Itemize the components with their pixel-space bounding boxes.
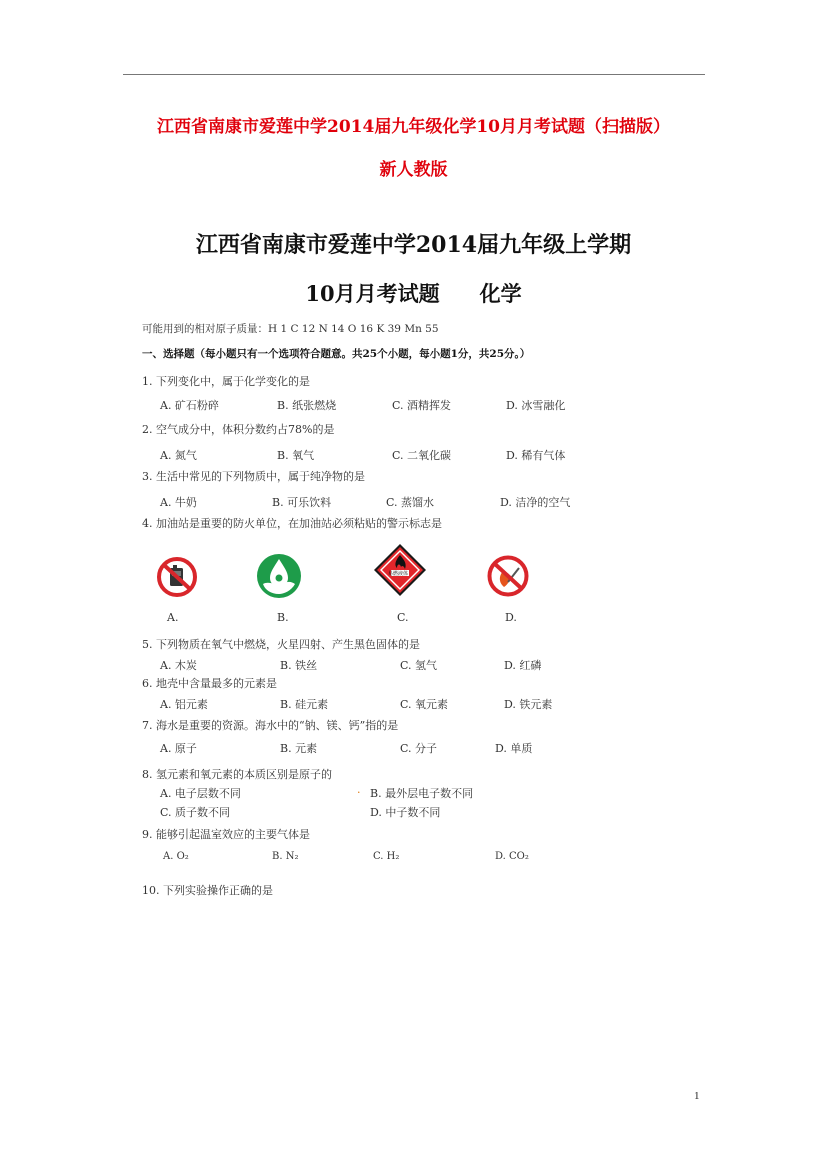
option: C. 二氧化碳 [392,449,452,462]
question-stem: 1. 下列变化中，属于化学变化的是 [142,375,310,388]
sign-label-c: C. [397,611,409,624]
sign-label-b: B. [277,611,289,624]
option: D. 铁元素 [504,698,553,711]
atomic-masses: 可能用到的相对原子质量：H 1 C 12 N 14 O 16 K 39 Mn 55 [142,323,439,335]
option: D. 洁净的空气 [500,496,571,509]
option: A. 原子 [160,742,197,755]
section-heading: 一、选择题（每小题只有一个选项符合题意。共25个小题，每小题1分，共25分。） [142,348,531,360]
exam-title-month: 10月月考试题 [305,281,440,306]
option: A. 电子层数不同 [160,787,241,800]
question-stem: 8. 氢元素和氧元素的本质区别是原子的 [142,768,332,781]
option: C. 氢气 [400,659,438,672]
question-stem: 7. 海水是重要的资源。海水中的“钠、镁、钙”指的是 [142,719,399,732]
option: D. 稀有气体 [506,449,566,462]
option: B. 氧气 [277,449,315,462]
option: A. 氮气 [160,449,197,462]
option: A. 矿石粉碎 [160,399,219,412]
option: B. 纸张燃烧 [277,399,337,412]
flammable-label: 易燃液体 [388,571,409,577]
water-saving-icon [254,551,304,601]
sign-label-d: D. [505,611,517,624]
question-stem: 3. 生活中常见的下列物质中，属于纯净物的是 [142,470,365,483]
no-oil-drum-icon [156,556,198,598]
question-stem: 6. 地壳中含量最多的元素是 [142,677,277,690]
option: D. 红磷 [504,659,542,672]
document-title-line2: 新人教版 [379,160,448,180]
option: A. 牛奶 [160,496,197,509]
page-number: 1 [694,1090,700,1102]
option: D. CO₂ [495,851,529,862]
sign-label-a: A. [167,611,179,624]
question-stem: 10. 下列实验操作正确的是 [142,884,273,897]
exam-title-line2 [0,278,827,308]
option: C. 质子数不同 [160,806,231,819]
option: B. 元素 [280,742,318,755]
question-stem: 2. 空气成分中，体积分数约占78%的是 [142,423,335,436]
option: B. 最外层电子数不同 [370,787,474,800]
option: C. 分子 [400,742,438,755]
option: D. 冰雪融化 [506,399,566,412]
option: B. 可乐饮料 [272,496,332,509]
question-stem: 9. 能够引起温室效应的主要气体是 [142,828,310,841]
option: C. 氧元素 [400,698,449,711]
exam-title-line1: 江西省南康市爱莲中学2014届九年级上学期 [195,232,632,258]
question-stem: 4. 加油站是重要的防火单位，在加油站必须粘贴的警示标志是 [142,517,442,530]
option: D. 中子数不同 [370,806,441,819]
header-rule [123,74,705,75]
no-open-flame-icon [486,554,530,598]
option: C. 酒精挥发 [392,399,452,412]
option: C. 蒸馏水 [386,496,435,509]
option: A. 铝元素 [160,698,208,711]
option: A. O₂ [163,851,189,862]
option: A. 木炭 [160,659,197,672]
option: B. 硅元素 [280,698,329,711]
option: D. 单质 [495,742,533,755]
question-stem: 5. 下列物质在氧气中燃烧，火星四射、产生黑色固体的是 [142,638,420,651]
option: B. 铁丝 [280,659,318,672]
stray-mark: . [357,783,361,796]
option: C. H₂ [373,851,400,862]
exam-title-subject: 化学 [479,281,522,306]
document-title-line1: 江西省南康市爱莲中学2014届九年级化学10月月考试题（扫描版） [157,117,670,137]
option: B. N₂ [272,851,299,862]
